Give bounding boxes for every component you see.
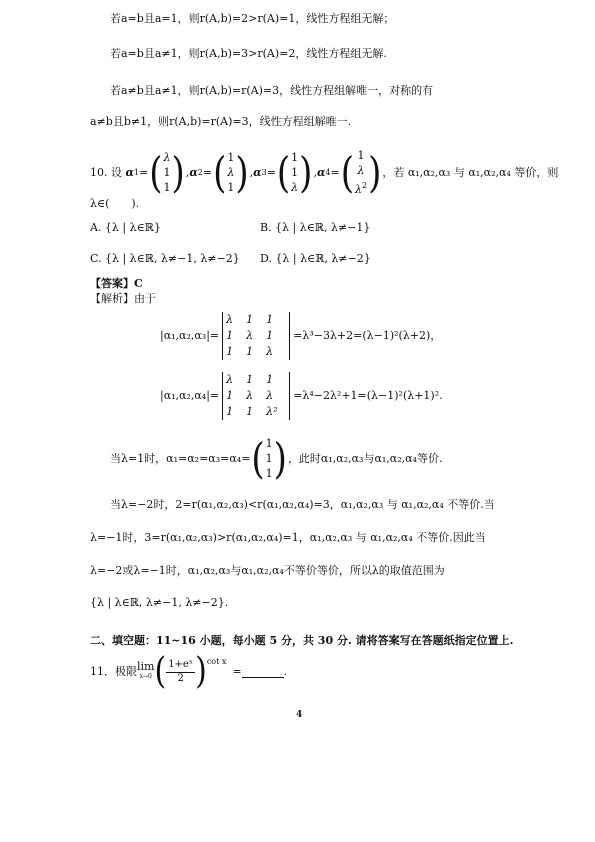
det1-rhs: =λ³−3λ+2=(λ−1)²(λ+2)， — [293, 329, 442, 343]
q11-fraction: $\frac{\text{1+eˣ}}{2}$ — [168, 659, 194, 684]
section-2-heading: 二、填空题：11~16 小题，每小题 5 分，共 30 分. 请将答案写在答题纸指定位置上. — [90, 634, 514, 647]
determinant-2 — [160, 372, 443, 420]
det1-matrix: λ 1 1 1 λ 1 1 1 λ — [219, 312, 293, 360]
q11-exponent: cot x — [206, 657, 227, 666]
vector-ones: ( 1 1 1 ) — [251, 433, 287, 484]
case2-line-a: 当λ=−2时，2=r(α₁,α₂,α₃)<r(α₁,α₂,α₄)=3，α₁,α₂,α₃ 与 α₁,α₂,α₄ 不等价.当 — [110, 498, 495, 511]
page-number: 4 — [296, 710, 303, 720]
q11: 11．极限 lim x→0 ( $\frac{\text{1+eˣ}}{2}$ ) cot x = . — [90, 650, 288, 693]
case2-line-b: λ=−1时，3=r(α₁,α₂,α₃)>r(α₁,α₂,α₄)=1，α₁,α₂,α₃ 与 α₁,α₂,α₄ 不等价.因此当 — [90, 531, 486, 544]
q10-stem-line2: λ∈( ). — [90, 197, 140, 210]
answer-label: 【答案】C — [90, 277, 143, 290]
determinant-1 — [160, 312, 441, 360]
q10-stem-suffix: ，若 α₁,α₂,α₃ 与 α₁,α₂,α₄ 等价，则 — [382, 165, 559, 179]
vector-alpha2: ( 1 λ 1 ) — [213, 147, 249, 198]
option-a: A. {λ | λ∈ℝ} — [90, 221, 161, 234]
q10-stem: 10. 设 α 1 = ( λ 1 1 ) , α 2 = ( 1 λ 1 ) , α 3 = ( 1 1 λ ) , α 4 = ( 1 λ $\lambda^2$ ) ，若 α₁,α₂,α₃ 与 α₁,α₂,α₄ 等价，则 — [90, 147, 559, 198]
det2-lhs: |α₁,α₂,α₄|= — [160, 389, 220, 403]
text-line-1: 若a=b且a=1，则r(A,b)=2>r(A)=1，线性方程组无解； — [110, 12, 395, 25]
q11-end: . — [283, 665, 288, 679]
q11-answer-blank[interactable] — [242, 667, 284, 678]
vector-alpha3: ( 1 1 λ ) — [276, 147, 313, 198]
text-line-2: 若a=b且a≠1，则r(A,b)=3>r(A)=2，线性方程组无解. — [110, 47, 387, 60]
vector-alpha4: ( 1 λ $\lambda^2$ ) — [340, 147, 382, 198]
q10-stem-prefix: 设 — [111, 165, 122, 179]
option-d: D. {λ | λ∈ℝ, λ≠−2} — [260, 252, 371, 265]
text-line-4: a≠b且b≠1，则r(A,b)=r(A)=3，线性方程组解唯一. — [90, 115, 352, 128]
case1-suffix: ，此时α₁,α₂,α₃与α₁,α₂,α₄等价. — [287, 451, 443, 465]
option-b: B. {λ | λ∈ℝ, λ≠−1} — [260, 221, 371, 234]
case2-line-c: λ=−2或λ=−1时，α₁,α₂,α₃与α₁,α₂,α₄不等价等价，所以λ的取值范围为 — [90, 564, 445, 577]
option-c: C. {λ | λ∈ℝ, λ≠−1, λ≠−2} — [90, 252, 240, 265]
vector-alpha1: ( λ 1 1 ) — [149, 147, 185, 198]
analysis-label: 【解析】由于 — [90, 292, 156, 305]
case-lambda-1 — [110, 433, 443, 484]
q11-limit: lim x→0 — [137, 660, 155, 680]
det1-lhs: |α₁,α₂,α₃|= — [160, 329, 220, 343]
case2-line-d: {λ | λ∈ℝ, λ≠−1, λ≠−2}. — [90, 596, 229, 609]
det2-matrix: λ 1 1 1 λ λ 1 1 λ² — [219, 372, 293, 420]
case1-prefix: 当λ=1时，α₁=α₂=α₃=α₄= — [110, 451, 251, 465]
q11-prefix: 11．极限 — [90, 665, 137, 679]
q11-equals: = — [232, 665, 242, 679]
text-line-3: 若a≠b且a≠1，则r(A,b)=r(A)=3，线性方程组解唯一，对称的有 — [110, 84, 434, 97]
q10-number: 10. — [90, 165, 108, 179]
det2-rhs: =λ⁴−2λ²+1=(λ−1)²(λ+1)². — [293, 389, 443, 403]
